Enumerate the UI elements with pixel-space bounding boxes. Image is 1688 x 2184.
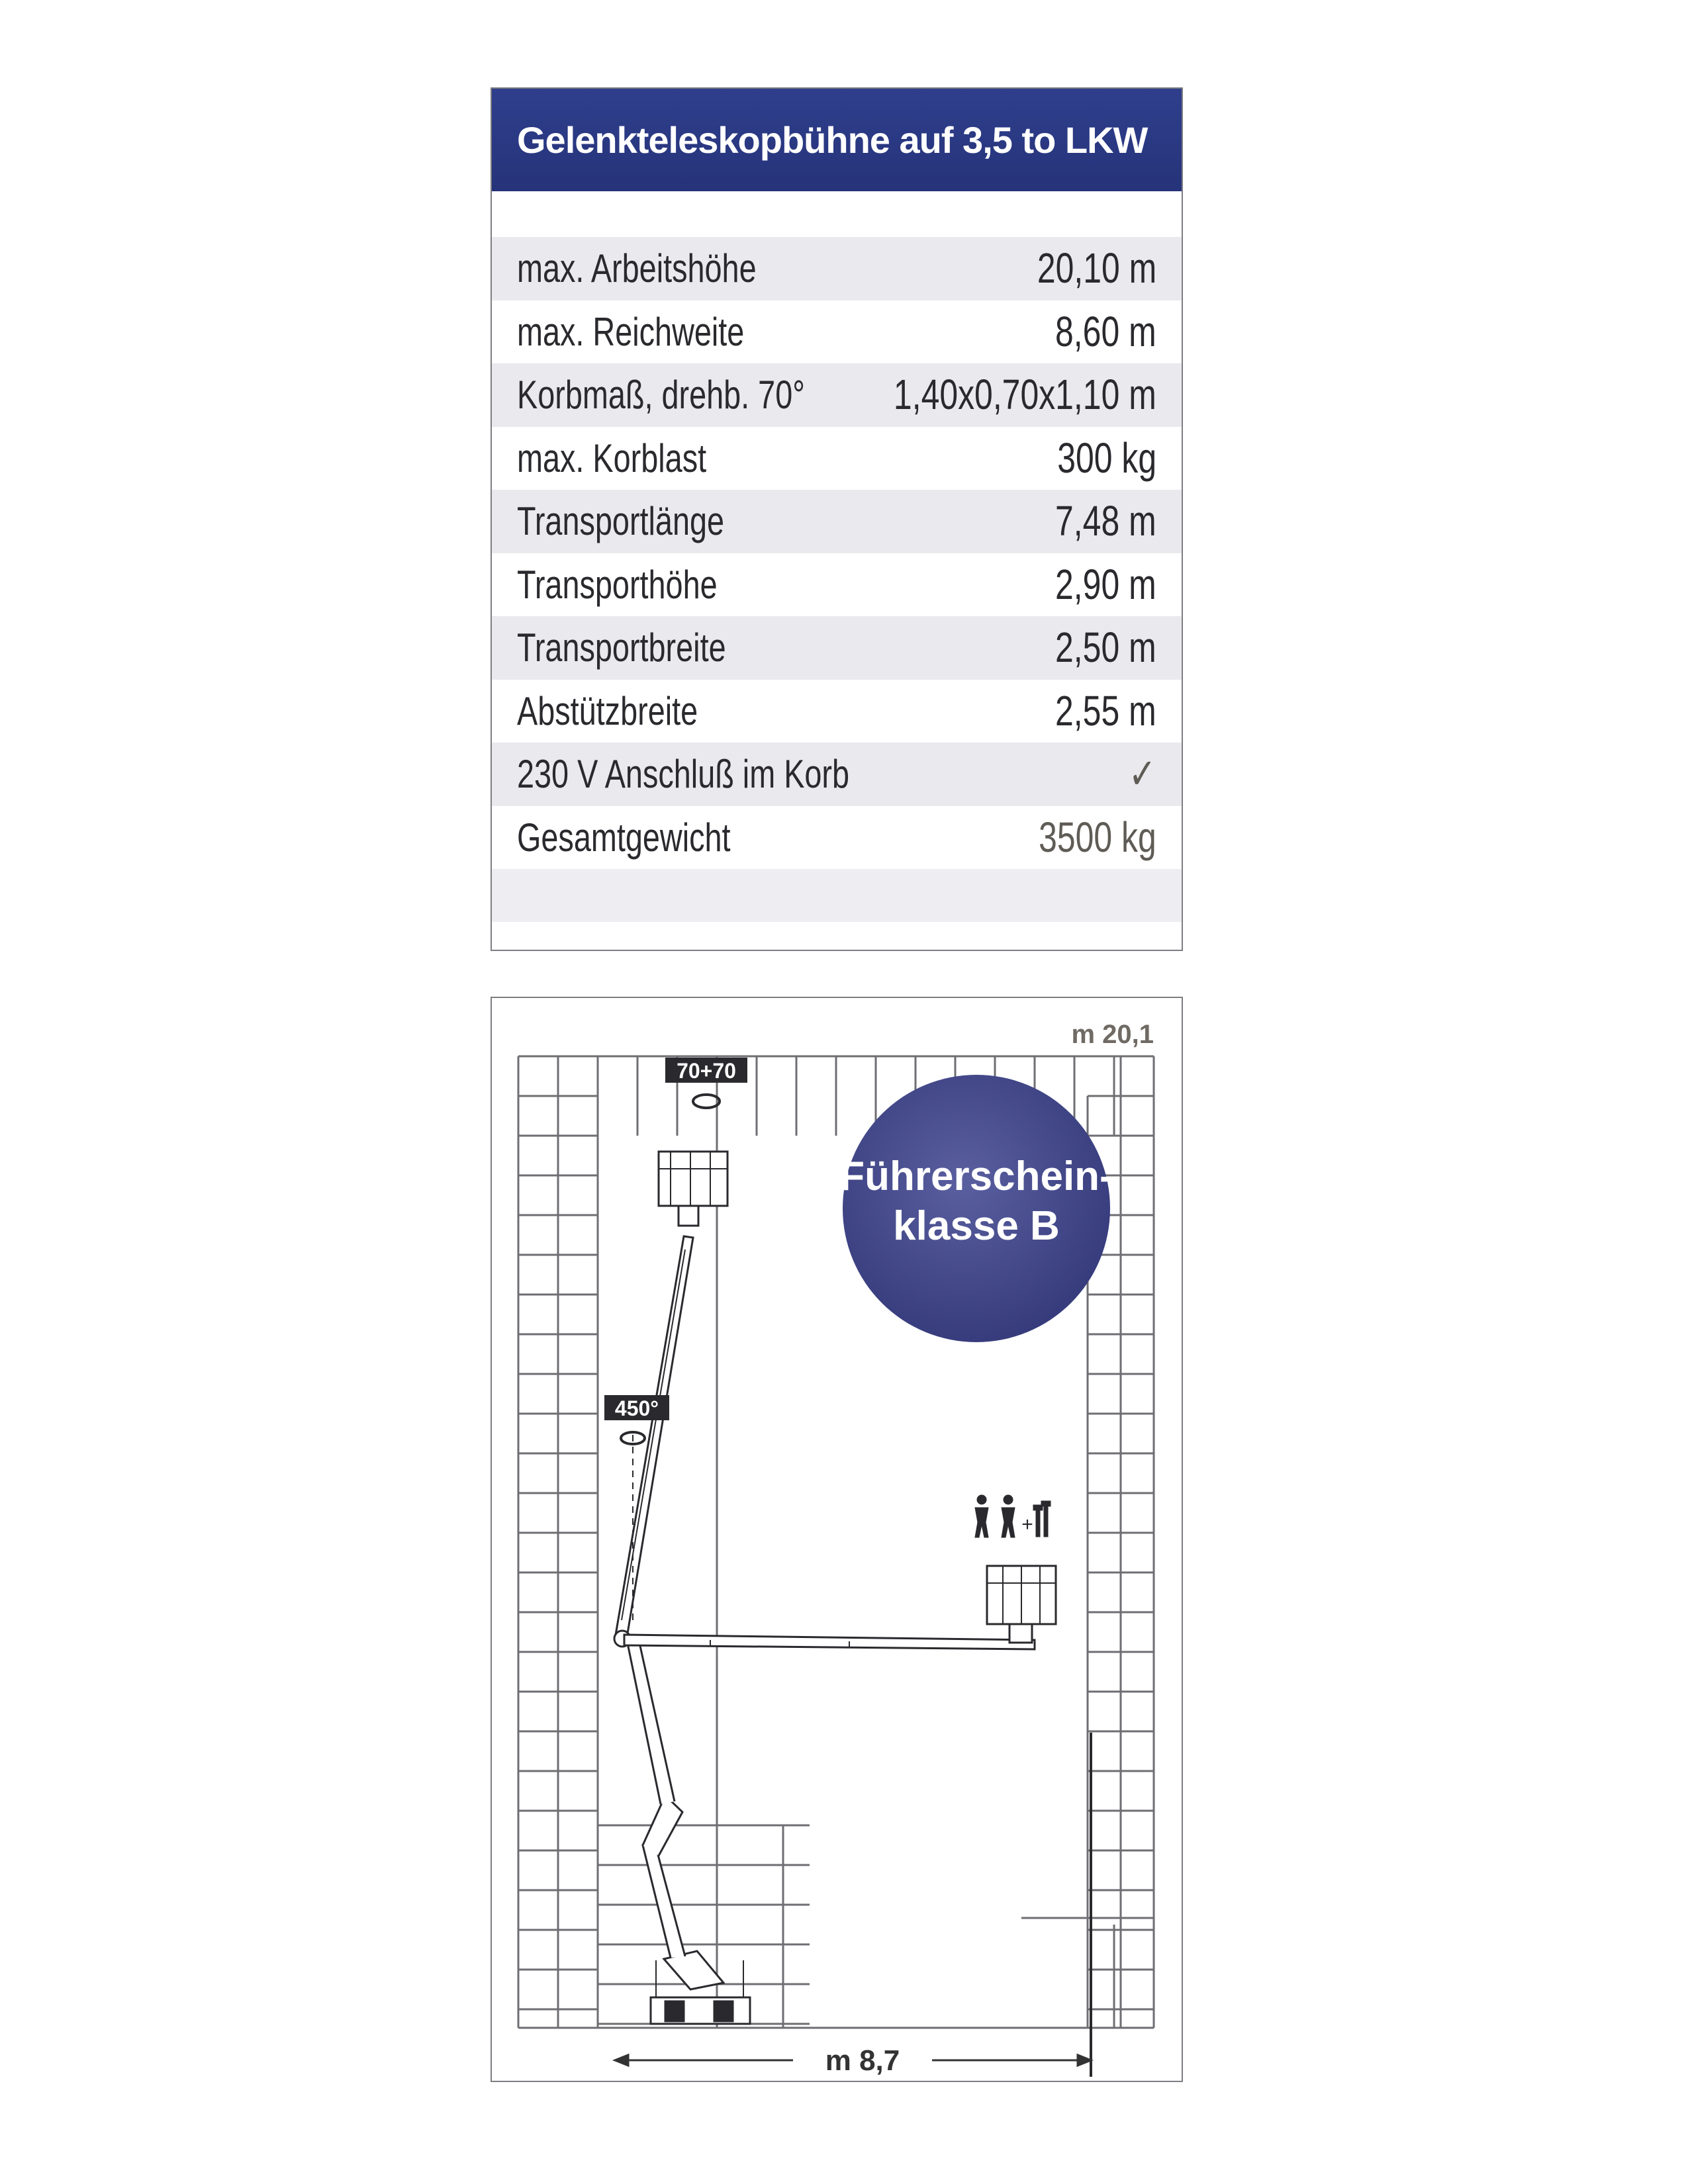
spec-value: 3500 kg — [1039, 813, 1156, 861]
spec-row-transport-height — [492, 553, 1182, 617]
diagram-canvas — [492, 998, 1182, 2081]
turret-rotation-label: 450° — [614, 1396, 659, 1420]
spec-label: Transporthöhe — [517, 562, 718, 607]
spec-label: max. Korblast — [517, 435, 707, 480]
spec-value: 7,48 m — [1055, 497, 1156, 545]
tools-icon — [1033, 1501, 1051, 1537]
spec-label: 230 V Anschluß im Korb — [517, 752, 850, 796]
working-range-diagram — [491, 997, 1183, 2082]
badge-line-2: klasse B — [893, 1203, 1060, 1249]
spec-row-total-weight — [492, 806, 1182, 870]
spec-value: 2,90 m — [1055, 560, 1156, 608]
person-icon — [1002, 1495, 1015, 1537]
spec-label: Gesamtgewicht — [517, 815, 731, 860]
spec-row-outrigger-width — [492, 680, 1182, 743]
spec-label: max. Arbeitshöhe — [517, 246, 757, 291]
height-label: m 20,1 — [1071, 1020, 1154, 1049]
spec-row-reach — [492, 300, 1182, 364]
person-icon — [975, 1495, 988, 1537]
rotation-arrow-icon — [693, 1095, 720, 1108]
spec-label: Abstützbreite — [517, 688, 698, 733]
spec-value: 1,40x0,70x1,10 m — [894, 371, 1156, 418]
spec-card — [491, 87, 1183, 951]
spec-row-basket-load — [492, 427, 1182, 490]
spec-value: 20,10 m — [1037, 244, 1156, 292]
spec-label: Transportlänge — [517, 499, 725, 543]
occupancy-indicator — [975, 1495, 1051, 1537]
spec-value: 2,50 m — [1055, 623, 1156, 671]
spec-label: Transportbreite — [517, 625, 726, 670]
spec-footer-band — [492, 869, 1182, 922]
basket-rotation-label: 70+70 — [677, 1059, 736, 1083]
checkmark-icon: ✓ — [1129, 750, 1156, 797]
spec-title: Gelenkteleskopbühne auf 3,5 to LKW — [492, 89, 1182, 191]
spec-value: 300 kg — [1057, 433, 1156, 482]
spec-label: max. Reichweite — [517, 309, 745, 354]
spec-row-transport-length — [492, 490, 1182, 553]
spec-row-basket-size — [492, 363, 1182, 427]
spec-row-power-connection — [492, 743, 1182, 806]
spec-value: 8,60 m — [1055, 307, 1156, 355]
spec-value: 2,55 m — [1055, 686, 1156, 735]
reach-label: m 8,7 — [825, 2044, 900, 2077]
spec-row-transport-width — [492, 616, 1182, 680]
spec-table — [492, 237, 1182, 869]
spec-label: Korbmaß, drehb. 70° — [517, 373, 805, 417]
badge-line-1: Führerschein- — [839, 1154, 1113, 1199]
spec-row-working-height — [492, 237, 1182, 300]
occupancy-plus: + — [1021, 1514, 1033, 1535]
